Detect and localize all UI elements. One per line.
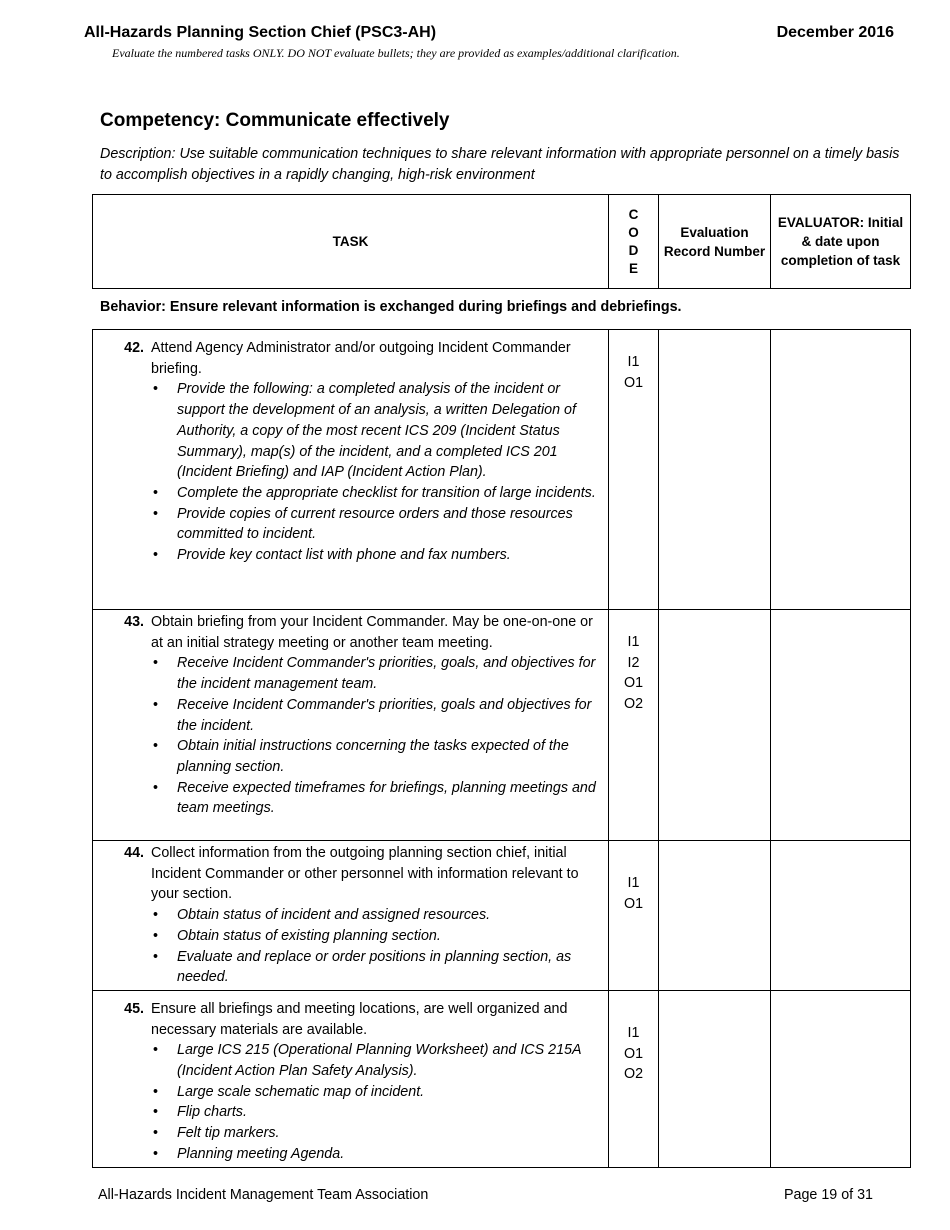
competency-heading: Competency: Communicate effectively bbox=[100, 110, 450, 131]
list-item: • Evaluate and replace or order positions in planning section, as needed. bbox=[151, 947, 602, 988]
task-code: I1 bbox=[627, 1024, 640, 1041]
task-table-header bbox=[92, 194, 911, 289]
code-column-header bbox=[609, 195, 659, 289]
task-bullets bbox=[151, 905, 602, 988]
code-letter: E bbox=[628, 260, 638, 276]
task-number: 42. bbox=[124, 340, 144, 356]
evaluation-record-cell[interactable] bbox=[659, 990, 771, 1167]
task-code: I1 bbox=[627, 354, 640, 370]
evaluation-record-cell[interactable] bbox=[659, 841, 771, 991]
task-cell bbox=[93, 610, 609, 841]
list-item: • Receive expected timeframes for briefings, planning meetings and team meetings. bbox=[151, 778, 602, 819]
table-row bbox=[93, 330, 911, 610]
code-cell bbox=[609, 610, 659, 841]
evaluator-initial-cell[interactable] bbox=[771, 330, 911, 610]
task-text: Obtain briefing from your Incident Commander. May be one-on-one or at an initial strategy meeting or another team meeting. bbox=[151, 614, 593, 651]
evaluator-initial-cell[interactable] bbox=[771, 990, 911, 1167]
list-item: • Provide the following: a completed analysis of the incident or support the development of an analysis, a written Delegation of Authority, a copy of the most recent ICS 209 (Incident Status Summary), map(s) of the incident, and a completed ICS 201 (Incident Briefing) and IAP (Incident Action Plan). bbox=[151, 379, 602, 483]
task-text: Collect information from the outgoing planning section chief, initial Incident Commander or other personnel with information relevant to your section. bbox=[151, 845, 579, 903]
list-item: • Flip charts. bbox=[151, 1102, 602, 1123]
task-bullets bbox=[151, 1040, 602, 1164]
competency-description: Description: Use suitable communication techniques to share relevant information with appropriate personnel on a timely basis to accomplish objectives in a rapidly changing, high-risk environment bbox=[100, 146, 900, 183]
task-table bbox=[92, 329, 911, 1168]
list-item: • Obtain status of existing planning section. bbox=[151, 926, 602, 947]
behavior-heading: Behavior: Ensure relevant information is exchanged during briefings and debriefings. bbox=[100, 299, 682, 315]
task-code: O2 bbox=[623, 696, 644, 713]
table-row bbox=[93, 841, 911, 991]
list-item: • Obtain status of incident and assigned resources. bbox=[151, 905, 602, 926]
code-letter: C bbox=[628, 206, 639, 222]
task-number: 45. bbox=[124, 1000, 144, 1017]
code-cell bbox=[609, 990, 659, 1167]
table-row bbox=[93, 990, 911, 1167]
list-item: • Obtain initial instructions concerning the tasks expected of the planning section. bbox=[151, 736, 602, 777]
task-code: O1 bbox=[623, 374, 644, 391]
list-item: • Receive Incident Commander's priorities, goals and objectives for the incident. bbox=[151, 695, 602, 736]
task-bullets bbox=[151, 379, 602, 565]
evaluator-initial-cell[interactable] bbox=[771, 841, 911, 991]
document-date: December 2016 bbox=[776, 24, 894, 41]
document-title: All-Hazards Planning Section Chief (PSC3-AH) bbox=[84, 24, 437, 41]
task-cell bbox=[93, 330, 609, 610]
list-item: • Provide copies of current resource orders and those resources committed to incident. bbox=[151, 504, 602, 545]
evaluation-note: Evaluate the numbered tasks ONLY. DO NOT evaluate bullets; they are provided as examples/additional clarification. bbox=[112, 46, 680, 60]
list-item: • Large ICS 215 (Operational Planning Worksheet) and ICS 215A (Incident Action Plan Safety Analysis). bbox=[151, 1040, 602, 1081]
list-item: • Receive Incident Commander's priorities, goals, and objectives for the incident management team. bbox=[151, 653, 602, 694]
table-row bbox=[93, 610, 911, 841]
task-number: 43. bbox=[124, 614, 144, 630]
list-item: • Felt tip markers. bbox=[151, 1123, 602, 1144]
task-text: Attend Agency Administrator and/or outgoing Incident Commander briefing. bbox=[151, 340, 571, 377]
footer-organization: All-Hazards Incident Management Team Association bbox=[98, 1187, 429, 1203]
list-item: • Large scale schematic map of incident. bbox=[151, 1082, 602, 1103]
task-code: I1 bbox=[627, 875, 640, 891]
task-cell bbox=[93, 841, 609, 991]
code-letter: D bbox=[628, 242, 639, 258]
task-code: O1 bbox=[623, 895, 644, 912]
evaluator-initial-cell[interactable] bbox=[771, 610, 911, 841]
code-letter: O bbox=[628, 224, 639, 240]
list-item: • Planning meeting Agenda. bbox=[151, 1144, 602, 1165]
task-bullets bbox=[151, 653, 602, 819]
task-code: O2 bbox=[623, 1066, 644, 1083]
list-item: • Complete the appropriate checklist for transition of large incidents. bbox=[151, 483, 602, 504]
evaluation-record-column-header: Evaluation Record Number bbox=[659, 195, 771, 289]
task-cell bbox=[93, 990, 609, 1167]
task-code: O1 bbox=[623, 675, 644, 692]
task-text: Ensure all briefings and meeting locations, are well organized and necessary materials are available. bbox=[151, 1000, 568, 1038]
evaluation-record-cell[interactable] bbox=[659, 330, 771, 610]
task-code: O1 bbox=[623, 1045, 644, 1062]
evaluation-record-cell[interactable] bbox=[659, 610, 771, 841]
task-number: 44. bbox=[124, 845, 144, 861]
code-cell bbox=[609, 330, 659, 610]
evaluator-column-header: EVALUATOR: Initial & date upon completion of task bbox=[771, 195, 911, 289]
task-code: I2 bbox=[627, 654, 640, 671]
code-cell bbox=[609, 841, 659, 991]
list-item: • Provide key contact list with phone and fax numbers. bbox=[151, 545, 602, 566]
page-number: Page 19 of 31 bbox=[783, 1187, 873, 1203]
task-code: I1 bbox=[627, 634, 640, 650]
task-column-header: TASK bbox=[93, 195, 609, 289]
